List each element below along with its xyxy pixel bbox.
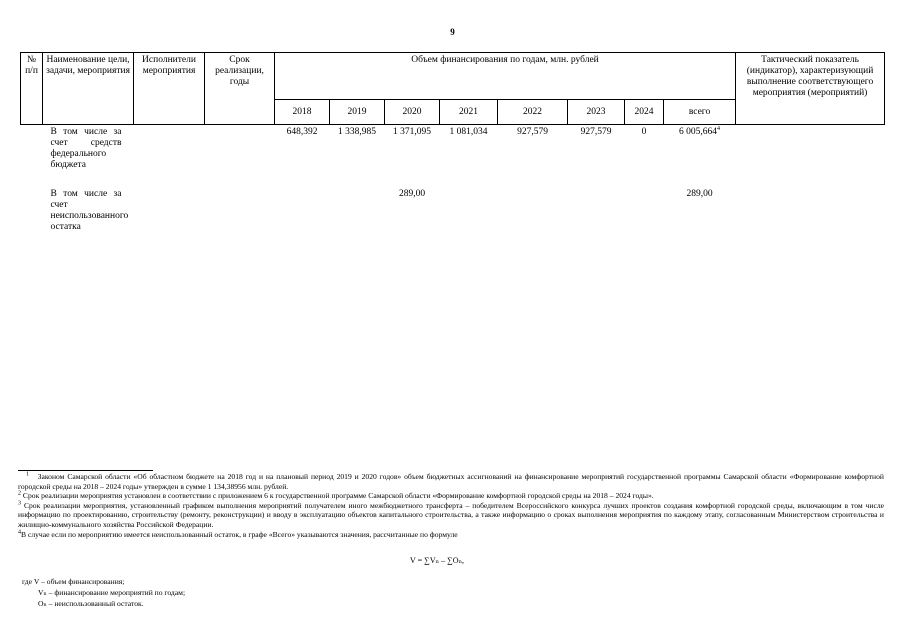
value-cell: 927,579 bbox=[580, 127, 612, 137]
value-cell bbox=[498, 173, 568, 235]
value-cell: 648,392 bbox=[286, 127, 318, 137]
year-cell: 2022 bbox=[498, 100, 568, 125]
table-row bbox=[21, 173, 885, 235]
year-cell: 2020 bbox=[385, 100, 440, 125]
value-cell bbox=[568, 173, 625, 235]
value-cell bbox=[625, 173, 664, 235]
legend-line: Oₙ – неиспользованный остаток. bbox=[38, 599, 144, 608]
footnote-text: Законом Самарской области «Об областном бюджете на 2018 год и на плановый период 2019 и 2020 годов» объем бюджетных ассигнований на финансирование мероприятий государственной программы Самарской области «Формирование комфортной городской среды на 2018 – 2024 годы» утвержден в сумме 1 134,38956 млн. рублей. bbox=[18, 472, 884, 491]
value-cell bbox=[275, 173, 330, 235]
footnote bbox=[18, 491, 884, 501]
year-cell: 2023 bbox=[568, 100, 625, 125]
footnote-mark: 4 bbox=[18, 529, 21, 536]
footnote-text: Срок реализации мероприятия, установленный графиком выполнения мероприятий получателем иного межбюджетного трансферта – победителем Всероссийского конкурса лучших проектов создания комфортной городской среды, включающим в том числе информацию по проектированию, строительству (ремонту, реконструкции) и вводу в эксплуатацию объектов капитального строительства, а также информацию о сроках выполнения мероприятия по каждому этапу, согласованным Министерством строительства и жилищно-коммунального хозяйства Российской Федерации. bbox=[18, 500, 884, 529]
footnote-mark: 3 bbox=[18, 500, 21, 507]
row-name: В том числе за счет средств федерального бюджета bbox=[50, 127, 122, 170]
year-cell: всего bbox=[664, 100, 736, 125]
header-funding: Объем финансирования по годам, млн. рублей bbox=[275, 53, 736, 100]
header-num: № п/п bbox=[21, 53, 43, 125]
header-indicator: Тактический показатель (индикатор), характеризующий выполнение соответствующего мероприятия (мероприятий) bbox=[736, 53, 885, 125]
value-cell: 1 081,034 bbox=[449, 127, 488, 137]
header-row bbox=[21, 53, 885, 100]
value-cell bbox=[330, 173, 385, 235]
total-value: 6 005,664 bbox=[679, 127, 718, 137]
formula-legend bbox=[22, 576, 185, 609]
footnote-text: Срок реализации мероприятия установлен в соответствии с приложением 6 к государственной программе Самарской области «Формирование комфортной городской среды на 2018 – 2024 годы». bbox=[22, 491, 654, 501]
footnote-mark: 1 bbox=[26, 471, 29, 478]
footnote-text: В случае если по мероприятию имеется неиспользованный остаток, в графе «Всего» указываются значения, рассчитанные по формуле bbox=[21, 529, 458, 539]
footnotes bbox=[18, 470, 884, 539]
legend-line: Vₙ – финансирование мероприятий по годам; bbox=[38, 588, 186, 597]
footnote bbox=[18, 530, 884, 540]
page-number: 9 bbox=[450, 27, 455, 37]
value-cell: 1 338,985 bbox=[338, 127, 376, 137]
year-cell: 2018 bbox=[275, 100, 330, 125]
funding-table bbox=[20, 52, 885, 235]
table-row bbox=[21, 125, 885, 174]
year-cell: 2024 bbox=[625, 100, 664, 125]
formula: V = ∑Vₙ – ∑Oₙ, bbox=[410, 556, 465, 565]
total-cell: 289,00 bbox=[686, 189, 713, 199]
value-cell: 1 371,095 bbox=[393, 127, 431, 137]
year-cell: 2021 bbox=[440, 100, 498, 125]
value-cell: 927,579 bbox=[517, 127, 548, 137]
value-cell: 0 bbox=[641, 127, 647, 137]
header-term: Срок реализации, годы bbox=[205, 53, 275, 125]
footnote-ref: 4 bbox=[717, 125, 721, 132]
value-cell: 289,00 bbox=[398, 189, 426, 199]
row-name: В том числе за счет неиспользованного остатка bbox=[50, 189, 129, 232]
header-executors: Исполнители мероприятия bbox=[134, 53, 205, 125]
footnote bbox=[18, 470, 884, 491]
footnote bbox=[18, 501, 884, 530]
year-cell: 2019 bbox=[330, 100, 385, 125]
total-cell bbox=[664, 125, 736, 174]
legend-line: где V – объем финансирования; bbox=[22, 577, 125, 586]
footnote-mark: 2 bbox=[18, 490, 21, 497]
value-cell bbox=[440, 173, 498, 235]
header-name: Наименование цели, задачи, мероприятия bbox=[43, 53, 134, 125]
